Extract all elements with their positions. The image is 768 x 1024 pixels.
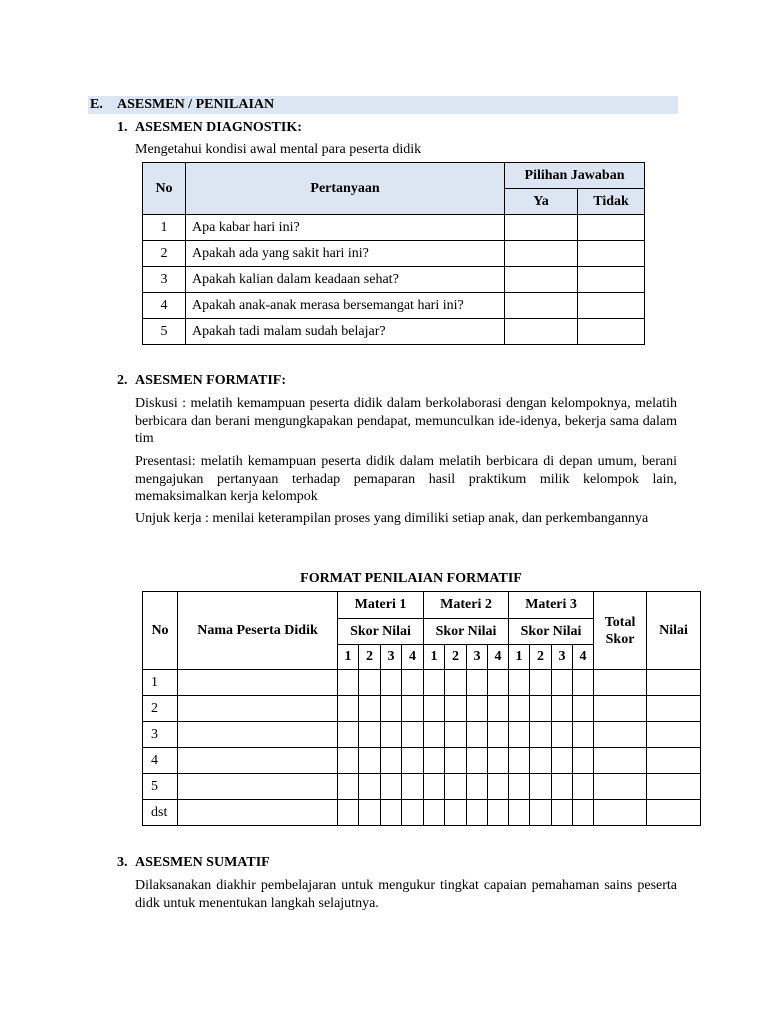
question-text: Apakah tadi malam sudah belajar? bbox=[186, 319, 505, 345]
formative-header-skor-nilai-1: Skor Nilai bbox=[338, 619, 424, 645]
total-score-cell bbox=[594, 774, 647, 800]
formative-header-nilai: Nilai bbox=[647, 592, 701, 670]
score-cell bbox=[467, 722, 488, 748]
score-cell bbox=[338, 774, 359, 800]
score-cell bbox=[445, 696, 467, 722]
formative-header-total: Total Skor bbox=[594, 592, 647, 670]
score-cell bbox=[424, 670, 445, 696]
score-cell bbox=[488, 696, 509, 722]
score-header: 3 bbox=[467, 645, 488, 670]
score-cell bbox=[509, 670, 530, 696]
section-heading bbox=[88, 96, 678, 114]
question-text: Apa kabar hari ini? bbox=[186, 215, 505, 241]
score-cell bbox=[573, 670, 594, 696]
row-number: 3 bbox=[143, 722, 178, 748]
score-cell bbox=[338, 722, 359, 748]
score-cell bbox=[445, 748, 467, 774]
score-cell bbox=[402, 722, 424, 748]
table-row bbox=[143, 670, 701, 696]
formative-paragraph-discussion: Diskusi : melatih kemampuan peserta didik dalam berkolaborasi dengan kelompoknya, melatih berbicara dan berani mengungkapakan pendapat, memunculkan ide-idenya, bekerja sama dalam tim bbox=[135, 396, 677, 446]
score-cell bbox=[573, 800, 594, 826]
score-cell bbox=[402, 800, 424, 826]
score-header: 4 bbox=[488, 645, 509, 670]
score-cell bbox=[381, 800, 402, 826]
score-header: 1 bbox=[424, 645, 445, 670]
score-cell bbox=[488, 722, 509, 748]
summative-text: Dilaksanakan diakhir pembelajaran untuk mengukur tingkat capaian pemahaman sains peserta didk untuk menentukan langkah selajutnya. bbox=[135, 878, 677, 911]
answer-no-cell bbox=[578, 215, 645, 241]
score-cell bbox=[381, 722, 402, 748]
score-cell bbox=[467, 748, 488, 774]
student-name-cell bbox=[178, 774, 338, 800]
score-cell bbox=[445, 670, 467, 696]
score-header: 4 bbox=[402, 645, 424, 670]
formative-header-skor-nilai-2: Skor Nilai bbox=[424, 619, 509, 645]
summative-number: 3. bbox=[117, 855, 128, 870]
score-cell bbox=[509, 800, 530, 826]
score-cell bbox=[509, 774, 530, 800]
section-letter: E. bbox=[90, 97, 103, 112]
table-row bbox=[143, 800, 701, 826]
score-cell bbox=[573, 696, 594, 722]
nilai-cell bbox=[647, 748, 701, 774]
question-text: Apakah anak-anak merasa bersemangat hari ini? bbox=[186, 293, 505, 319]
score-cell bbox=[530, 696, 552, 722]
formative-table-caption: FORMAT PENILAIAN FORMATIF bbox=[300, 571, 522, 586]
answer-no-cell bbox=[578, 293, 645, 319]
table-row bbox=[143, 722, 701, 748]
score-cell bbox=[424, 696, 445, 722]
total-score-cell bbox=[594, 722, 647, 748]
student-name-cell bbox=[178, 800, 338, 826]
formative-header-skor-nilai-3: Skor Nilai bbox=[509, 619, 594, 645]
answer-yes-cell bbox=[505, 319, 578, 345]
nilai-cell bbox=[647, 774, 701, 800]
question-text: Apakah ada yang sakit hari ini? bbox=[186, 241, 505, 267]
score-cell bbox=[488, 774, 509, 800]
formative-paragraph-performance: Unjuk kerja : menilai keterampilan proses yang dimiliki setiap anak, dan perkembangannya bbox=[135, 511, 649, 526]
answer-no-cell bbox=[578, 267, 645, 293]
score-cell bbox=[530, 670, 552, 696]
score-cell bbox=[402, 696, 424, 722]
score-cell bbox=[573, 774, 594, 800]
row-number: 4 bbox=[143, 293, 186, 319]
row-number: 4 bbox=[143, 748, 178, 774]
answer-no-cell bbox=[578, 319, 645, 345]
score-cell bbox=[552, 670, 573, 696]
row-number: 5 bbox=[143, 319, 186, 345]
total-score-cell bbox=[594, 800, 647, 826]
score-cell bbox=[359, 800, 381, 826]
diagnostic-header-no: No bbox=[143, 163, 186, 215]
score-cell bbox=[530, 722, 552, 748]
score-cell bbox=[445, 800, 467, 826]
diagnostic-number: 1. bbox=[117, 120, 128, 135]
score-cell bbox=[488, 748, 509, 774]
table-row bbox=[143, 293, 645, 319]
diagnostic-table bbox=[142, 162, 645, 345]
score-cell bbox=[424, 774, 445, 800]
diagnostic-intro: Mengetahui kondisi awal mental para peserta didik bbox=[135, 142, 422, 157]
row-number: 1 bbox=[143, 215, 186, 241]
score-cell bbox=[359, 748, 381, 774]
score-cell bbox=[573, 722, 594, 748]
score-cell bbox=[467, 774, 488, 800]
score-cell bbox=[424, 722, 445, 748]
answer-yes-cell bbox=[505, 241, 578, 267]
diagnostic-header-choice: Pilihan Jawaban bbox=[505, 163, 645, 189]
student-name-cell bbox=[178, 670, 338, 696]
score-cell bbox=[445, 722, 467, 748]
diagnostic-header-yes: Ya bbox=[505, 189, 578, 215]
total-score-cell bbox=[594, 748, 647, 774]
score-cell bbox=[402, 774, 424, 800]
answer-yes-cell bbox=[505, 267, 578, 293]
nilai-cell bbox=[647, 670, 701, 696]
diagnostic-header-no-answer: Tidak bbox=[578, 189, 645, 215]
answer-yes-cell bbox=[505, 293, 578, 319]
score-cell bbox=[488, 800, 509, 826]
table-row bbox=[143, 774, 701, 800]
score-cell bbox=[530, 748, 552, 774]
row-number: 2 bbox=[143, 696, 178, 722]
score-cell bbox=[424, 800, 445, 826]
diagnostic-header-question: Pertanyaan bbox=[186, 163, 505, 215]
score-cell bbox=[488, 670, 509, 696]
score-cell bbox=[509, 722, 530, 748]
score-cell bbox=[573, 748, 594, 774]
score-header: 1 bbox=[338, 645, 359, 670]
score-cell bbox=[402, 748, 424, 774]
score-cell bbox=[381, 774, 402, 800]
table-row bbox=[143, 319, 645, 345]
score-cell bbox=[359, 722, 381, 748]
score-cell bbox=[338, 696, 359, 722]
score-cell bbox=[552, 800, 573, 826]
score-header: 3 bbox=[381, 645, 402, 670]
score-cell bbox=[509, 748, 530, 774]
score-cell bbox=[467, 670, 488, 696]
score-cell bbox=[467, 696, 488, 722]
score-cell bbox=[530, 800, 552, 826]
table-row bbox=[143, 267, 645, 293]
score-cell bbox=[509, 696, 530, 722]
score-cell bbox=[445, 774, 467, 800]
table-row bbox=[143, 241, 645, 267]
score-cell bbox=[338, 748, 359, 774]
answer-yes-cell bbox=[505, 215, 578, 241]
score-cell bbox=[381, 670, 402, 696]
total-score-cell bbox=[594, 696, 647, 722]
student-name-cell bbox=[178, 722, 338, 748]
score-cell bbox=[402, 670, 424, 696]
table-row bbox=[143, 696, 701, 722]
formative-header-no: No bbox=[143, 592, 178, 670]
nilai-cell bbox=[647, 722, 701, 748]
score-cell bbox=[359, 670, 381, 696]
score-cell bbox=[359, 774, 381, 800]
table-row bbox=[143, 748, 701, 774]
score-cell bbox=[381, 696, 402, 722]
formative-number: 2. bbox=[117, 373, 128, 388]
score-cell bbox=[359, 696, 381, 722]
row-number: 3 bbox=[143, 267, 186, 293]
formative-header-materi-3: Materi 3 bbox=[509, 592, 594, 619]
formative-table bbox=[142, 591, 701, 826]
score-cell bbox=[338, 800, 359, 826]
score-header: 3 bbox=[552, 645, 573, 670]
score-header: 2 bbox=[359, 645, 381, 670]
score-cell bbox=[338, 670, 359, 696]
score-header: 2 bbox=[445, 645, 467, 670]
row-number: 2 bbox=[143, 241, 186, 267]
score-cell bbox=[552, 722, 573, 748]
total-score-cell bbox=[594, 670, 647, 696]
student-name-cell bbox=[178, 748, 338, 774]
score-header: 4 bbox=[573, 645, 594, 670]
score-cell bbox=[530, 774, 552, 800]
score-cell bbox=[552, 774, 573, 800]
question-text: Apakah kalian dalam keadaan sehat? bbox=[186, 267, 505, 293]
formative-title: ASESMEN FORMATIF: bbox=[135, 373, 287, 388]
nilai-cell bbox=[647, 800, 701, 826]
score-cell bbox=[424, 748, 445, 774]
section-title: ASESMEN / PENILAIAN bbox=[117, 97, 275, 112]
score-header: 2 bbox=[530, 645, 552, 670]
score-cell bbox=[467, 800, 488, 826]
score-cell bbox=[552, 696, 573, 722]
row-number: 5 bbox=[143, 774, 178, 800]
formative-header-name: Nama Peserta Didik bbox=[178, 592, 338, 670]
score-header: 1 bbox=[509, 645, 530, 670]
formative-paragraph-presentation: Presentasi: melatih kemampuan peserta didik dalam melatih berbicara di depan umum, berani mengajukan pertanyaan terhadap pemaparan hasil praktikum milik kelompok lain, memaksimalkan kerja kelompok bbox=[135, 454, 677, 504]
summative-title: ASESMEN SUMATIF bbox=[135, 855, 270, 870]
row-number: dst bbox=[143, 800, 178, 826]
student-name-cell bbox=[178, 696, 338, 722]
answer-no-cell bbox=[578, 241, 645, 267]
diagnostic-title: ASESMEN DIAGNOSTIK: bbox=[135, 120, 302, 135]
table-row bbox=[143, 215, 645, 241]
score-cell bbox=[552, 748, 573, 774]
formative-header-materi-2: Materi 2 bbox=[424, 592, 509, 619]
score-cell bbox=[381, 748, 402, 774]
formative-header-materi-1: Materi 1 bbox=[338, 592, 424, 619]
row-number: 1 bbox=[143, 670, 178, 696]
nilai-cell bbox=[647, 696, 701, 722]
